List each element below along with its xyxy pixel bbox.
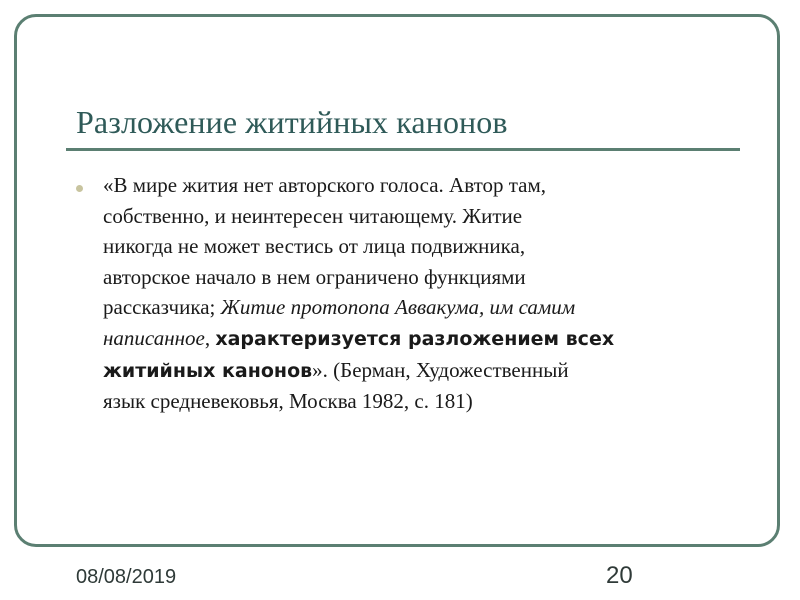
page-number: 20: [606, 562, 633, 589]
quote-text: ,: [204, 325, 216, 350]
bullet-icon: [76, 185, 83, 192]
slide-title: Разложение житийных канонов: [76, 104, 508, 140]
quote-text: язык средневековья, Москва 1982, с. 181): [103, 389, 473, 414]
title-underline: [66, 148, 740, 151]
quote-text: авторское начало в нем ограничено функциями: [103, 264, 526, 289]
quote-text: никогда не может вестись от лица подвижника,: [103, 234, 526, 259]
quote-paragraph: [103, 170, 743, 417]
quote-text: «В мире жития нет авторского голоса. Автор там,: [103, 173, 547, 197]
quote-text: ». (Берман, Художественный: [312, 357, 569, 382]
footer-date: 08/08/2019: [76, 566, 177, 588]
quote-line: [103, 262, 743, 293]
quote-line: [103, 355, 743, 387]
quote-line: [103, 201, 743, 232]
quote-line: [103, 170, 743, 201]
quote-line: [103, 386, 743, 417]
quote-bold-text: житийных канонов: [103, 359, 313, 382]
quote-line: [103, 292, 743, 323]
quote-line: [103, 231, 743, 262]
quote-text: собственно, и неинтересен читающему. Житие: [103, 203, 523, 228]
quote-italic-text: Житие протопопа Аввакума, им самим: [220, 295, 576, 320]
quote-line: [103, 323, 743, 355]
quote-italic-text: написанное: [103, 325, 205, 350]
quote-bold-text: характеризуется разложением всех: [215, 327, 615, 350]
quote-text: рассказчика;: [103, 295, 221, 320]
